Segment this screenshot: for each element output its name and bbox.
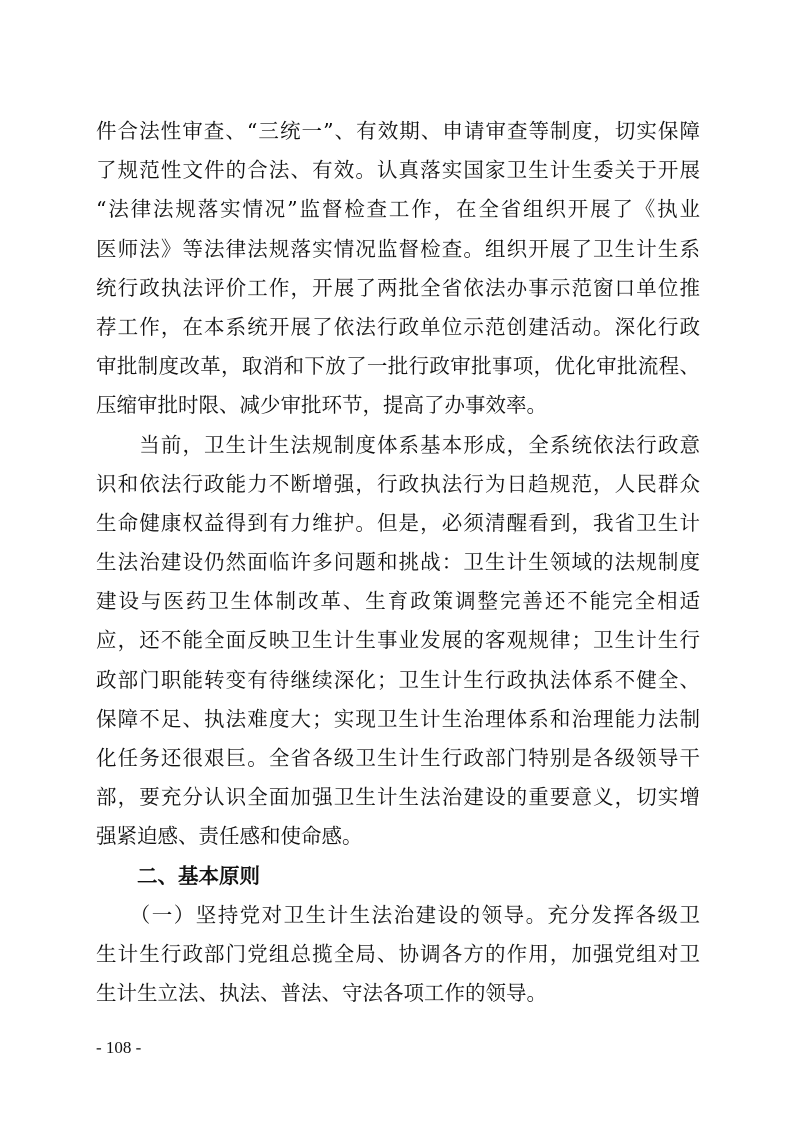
text-line: “法律法规落实情况”监督检查工作，在全省组织开展了《执业 [96, 197, 700, 222]
text-line: 件合法性审查、“三统一”、有效期、申请审查等制度，切实保障 [96, 119, 700, 143]
text-line: 当前，卫生计生法规制度体系基本形成，全系统依法行政意 [96, 432, 700, 457]
text-line: 荐工作，在本系统开展了依法行政单位示范创建活动。深化行政 [96, 314, 700, 339]
text-line: 生命健康权益得到有力维护。但是，必须清醒看到，我省卫生计 [96, 510, 700, 535]
text-line: 审批制度改革，取消和下放了一批行政审批事项，优化审批流程、 [96, 354, 700, 379]
page-number: - 108 - [96, 1038, 142, 1057]
text-line: 生计生立法、执法、普法、守法各项工作的领导。 [96, 981, 547, 1006]
text-line: 生计生行政部门党组总揽全局、协调各方的作用，加强党组对卫 [96, 941, 700, 966]
text-line: 识和依法行政能力不断增强，行政执法行为日趋规范，人民群众 [96, 471, 700, 496]
text-line: 统行政执法评价工作，开展了两批全省依法办事示范窗口单位推 [96, 275, 700, 300]
text-line: 保障不足、执法难度大；实现卫生计生治理体系和治理能力法制 [96, 706, 700, 731]
text-line: 建设与医药卫生体制改革、生育政策调整完善还不能完全相适 [96, 589, 700, 614]
text-line: （一）坚持党对卫生计生法治建设的领导。充分发挥各级卫 [96, 902, 700, 927]
text-line: 了规范性文件的合法、有效。认真落实国家卫生计生委关于开展 [96, 158, 700, 183]
text-line: 医师法》等法律法规落实情况监督检查。组织开展了卫生计生系 [96, 236, 700, 261]
text-line: 生法治建设仍然面临许多问题和挑战：卫生计生领域的法规制度 [96, 550, 700, 575]
body-text [96, 112, 700, 1013]
text-line: 部，要充分认识全面加强卫生计生法治建设的重要意义，切实增 [96, 785, 700, 810]
text-line: 压缩审批时限、减少审批环节，提高了办事效率。 [96, 393, 547, 418]
text-line: 政部门职能转变有待继续深化；卫生计生行政执法体系不健全、 [96, 667, 700, 692]
text-line: 应，还不能全面反映卫生计生事业发展的客观规律；卫生计生行 [96, 628, 700, 653]
text-line: 强紧迫感、责任感和使命感。 [96, 824, 363, 849]
section-heading: 二、基本原则 [96, 863, 260, 888]
text-line: 化任务还很艰巨。全省各级卫生计生行政部门特别是各级领导干 [96, 746, 700, 770]
